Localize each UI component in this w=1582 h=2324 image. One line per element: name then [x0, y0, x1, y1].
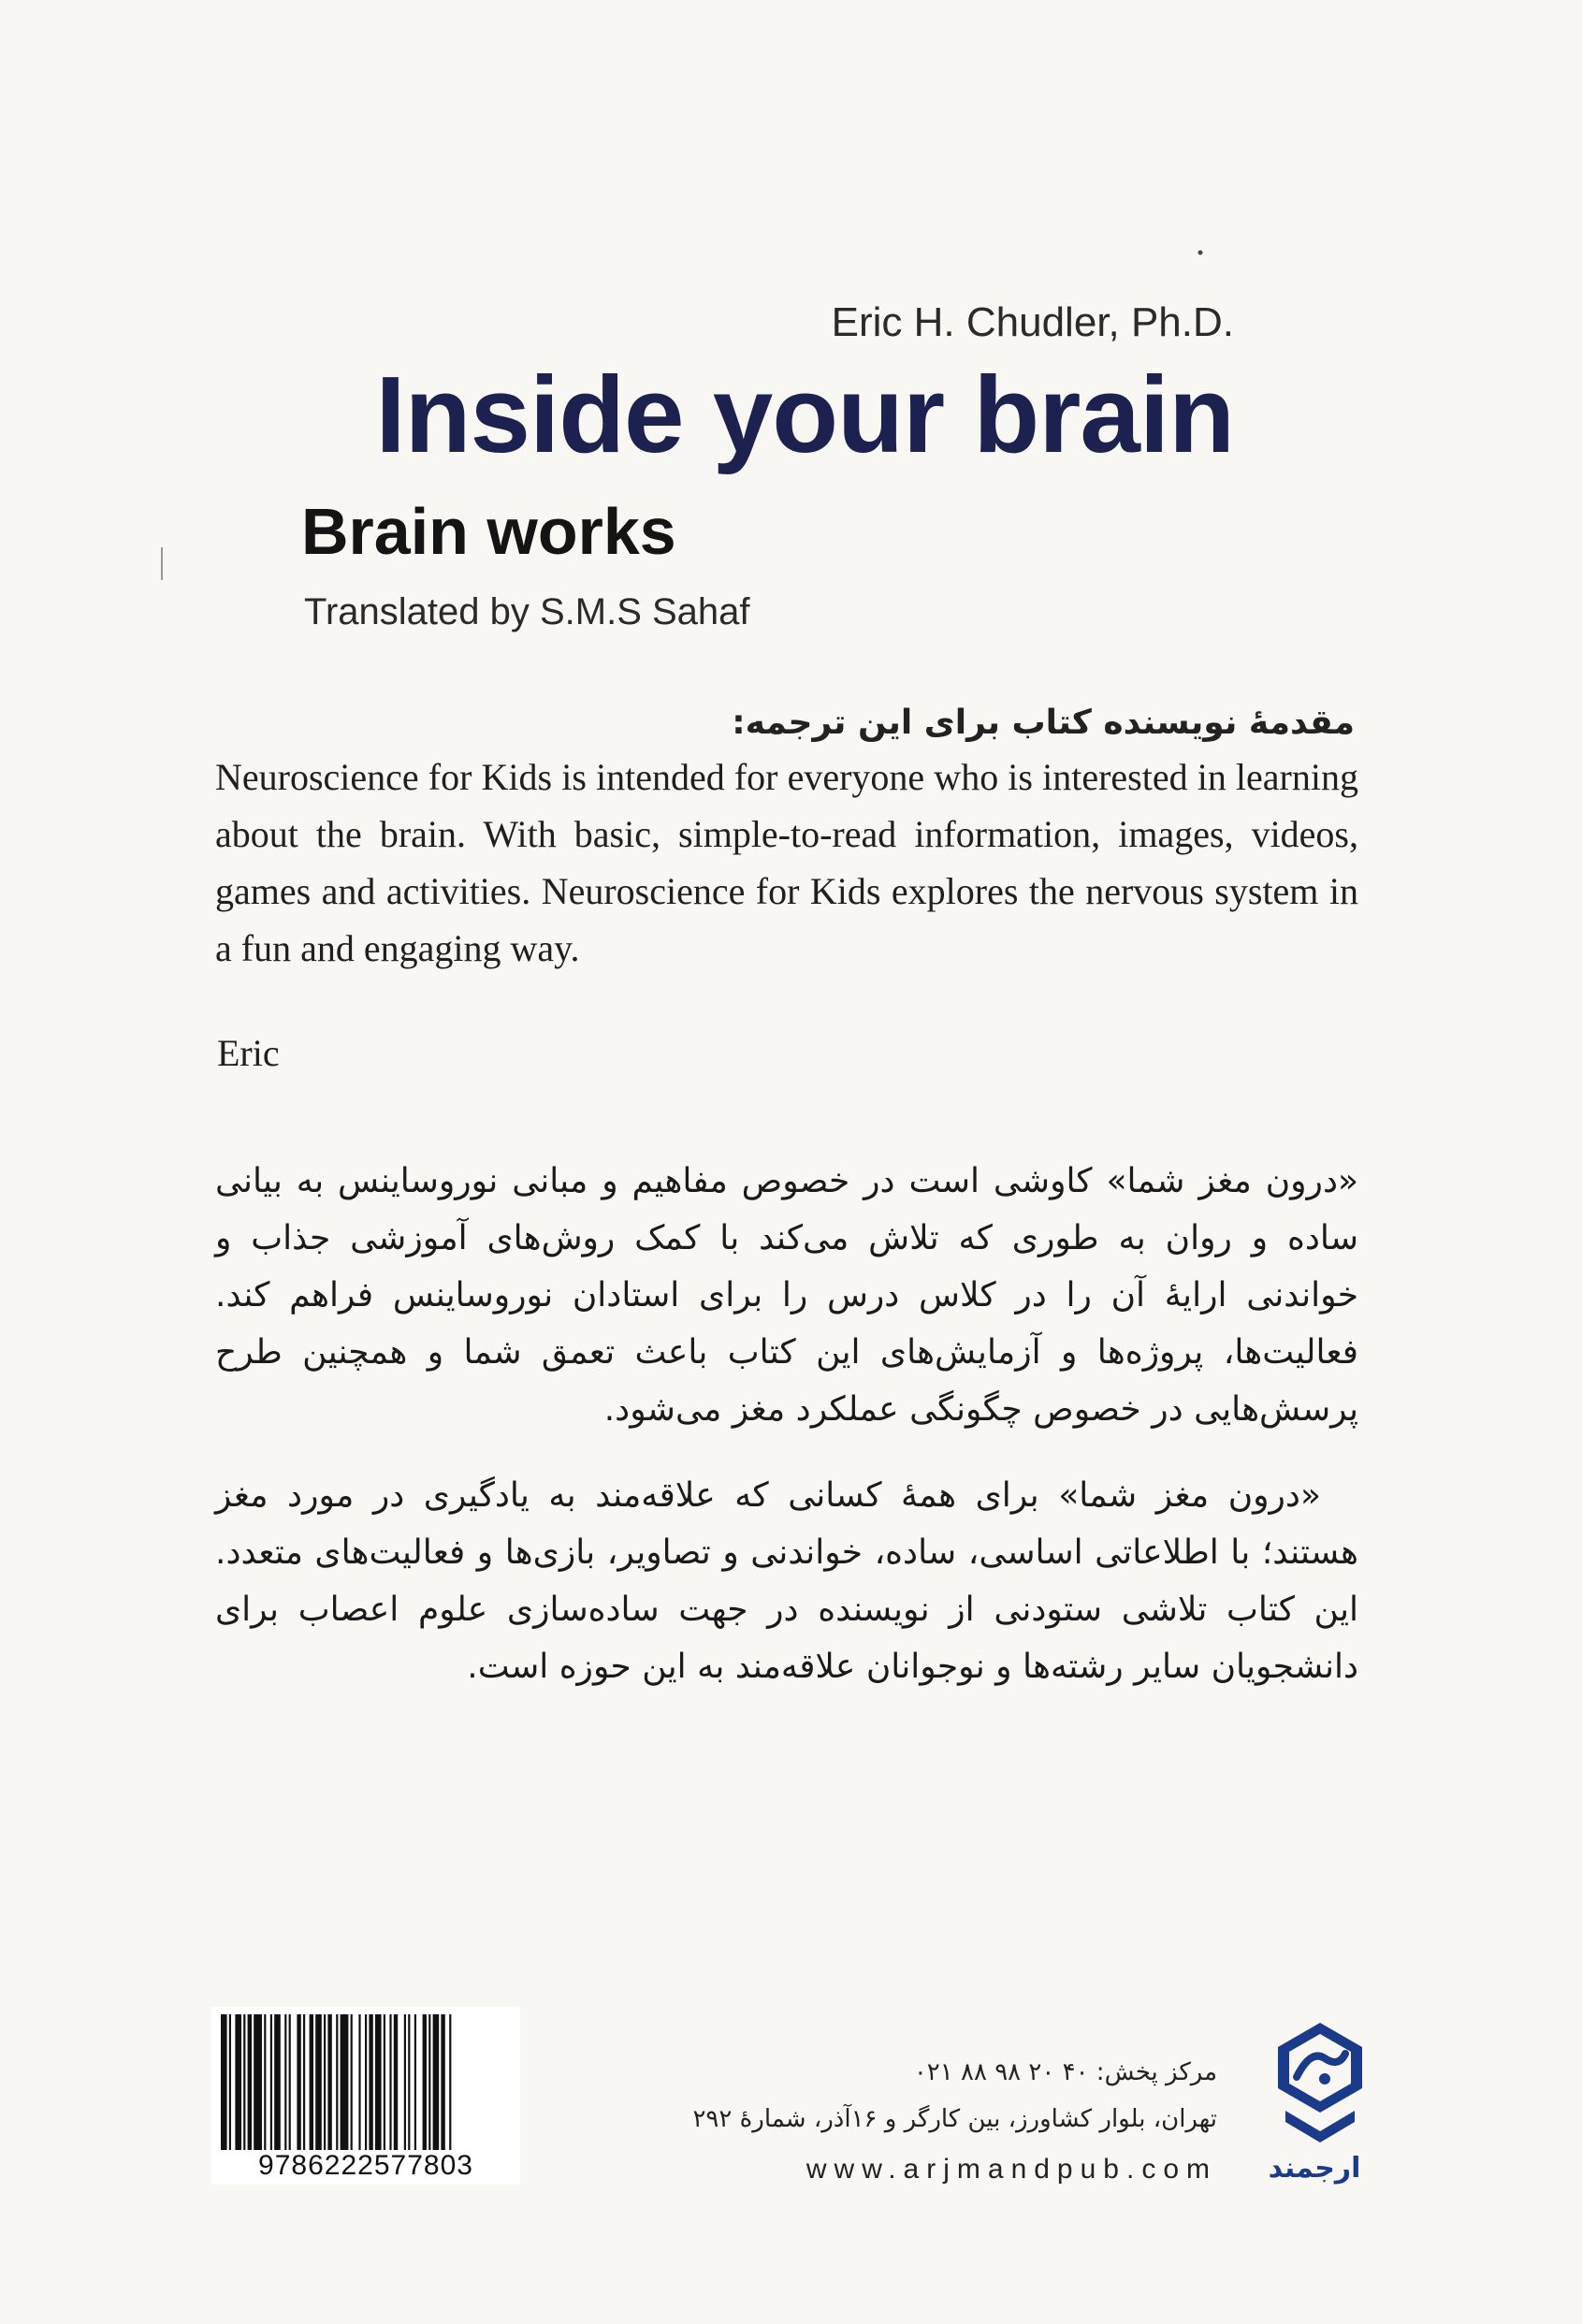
author-name: Eric H. Chudler, Ph.D.	[831, 299, 1234, 345]
publisher-name: ارجمند	[1268, 2152, 1361, 2185]
publisher-logo-icon	[1269, 2021, 1372, 2147]
book-subtitle: Brain works	[301, 495, 676, 568]
isbn-digits: 9786222577803	[213, 2150, 518, 2182]
description-paragraph-2: «درون مغز شما» برای همهٔ کسانی که علاقه‌مند به یادگیری در مورد مغز هستند؛ با اطلاعاتی اساسی، ساده، خواندنی و تصاویر، بازی‌ها و فعالیت‌های متعدد. این کتاب تلاشی ستودنی از نویسنده در جهت ساده‌سازی علوم اعصاب برای دانشجویان سایر رشته‌ها و نوجوانان علاقه‌مند به این حوزه است.	[215, 1476, 1358, 1686]
publisher-address: تهران، بلوار کشاورز، بین کارگر و ۱۶آذر، شمارهٔ ۲۹۲	[692, 2105, 1217, 2133]
barcode-icon	[217, 2014, 513, 2151]
publisher-website: www.arjmandpub.com	[806, 2154, 1217, 2185]
description-paragraph-1: «درون مغز شما» کاوشی است در خصوص مفاهیم و مبانی نوروساینس به بیانی ساده و روان به طوری که تلاش می‌کند با کمک روش‌های آموزشی جذاب و خواندنی ارایهٔ آن را در کلاس درس را برای استادان نوروساینس فراهم کند. فعالیت‌ها، پروژه‌ها و آزمایش‌های این کتاب باعث تعمق شما و همچنین طرح پرسش‌هایی در خصوص چگونگی عملکرد مغز می‌شود.	[215, 1162, 1358, 1429]
preface-heading: مقدمهٔ نویسنده کتاب برای این ترجمه:	[732, 704, 1355, 742]
preface-text: Neuroscience for Kids is intended for everyone who is interested in learning about the brain. With basic, simple-to-read information, images, videos, games and activities. Neuroscience for Kids explores the nervous system in a fun and engaging way.	[215, 756, 1358, 969]
book-title: Inside your brain	[375, 354, 1234, 475]
distribution-phone: مرکز پخش: ۴۰ ۲۰ ۹۸ ۸۸ ۰۲۱	[913, 2058, 1217, 2086]
translator-credit: Translated by S.M.S Sahaf	[304, 591, 750, 632]
preface-signature: Eric	[217, 1032, 280, 1074]
